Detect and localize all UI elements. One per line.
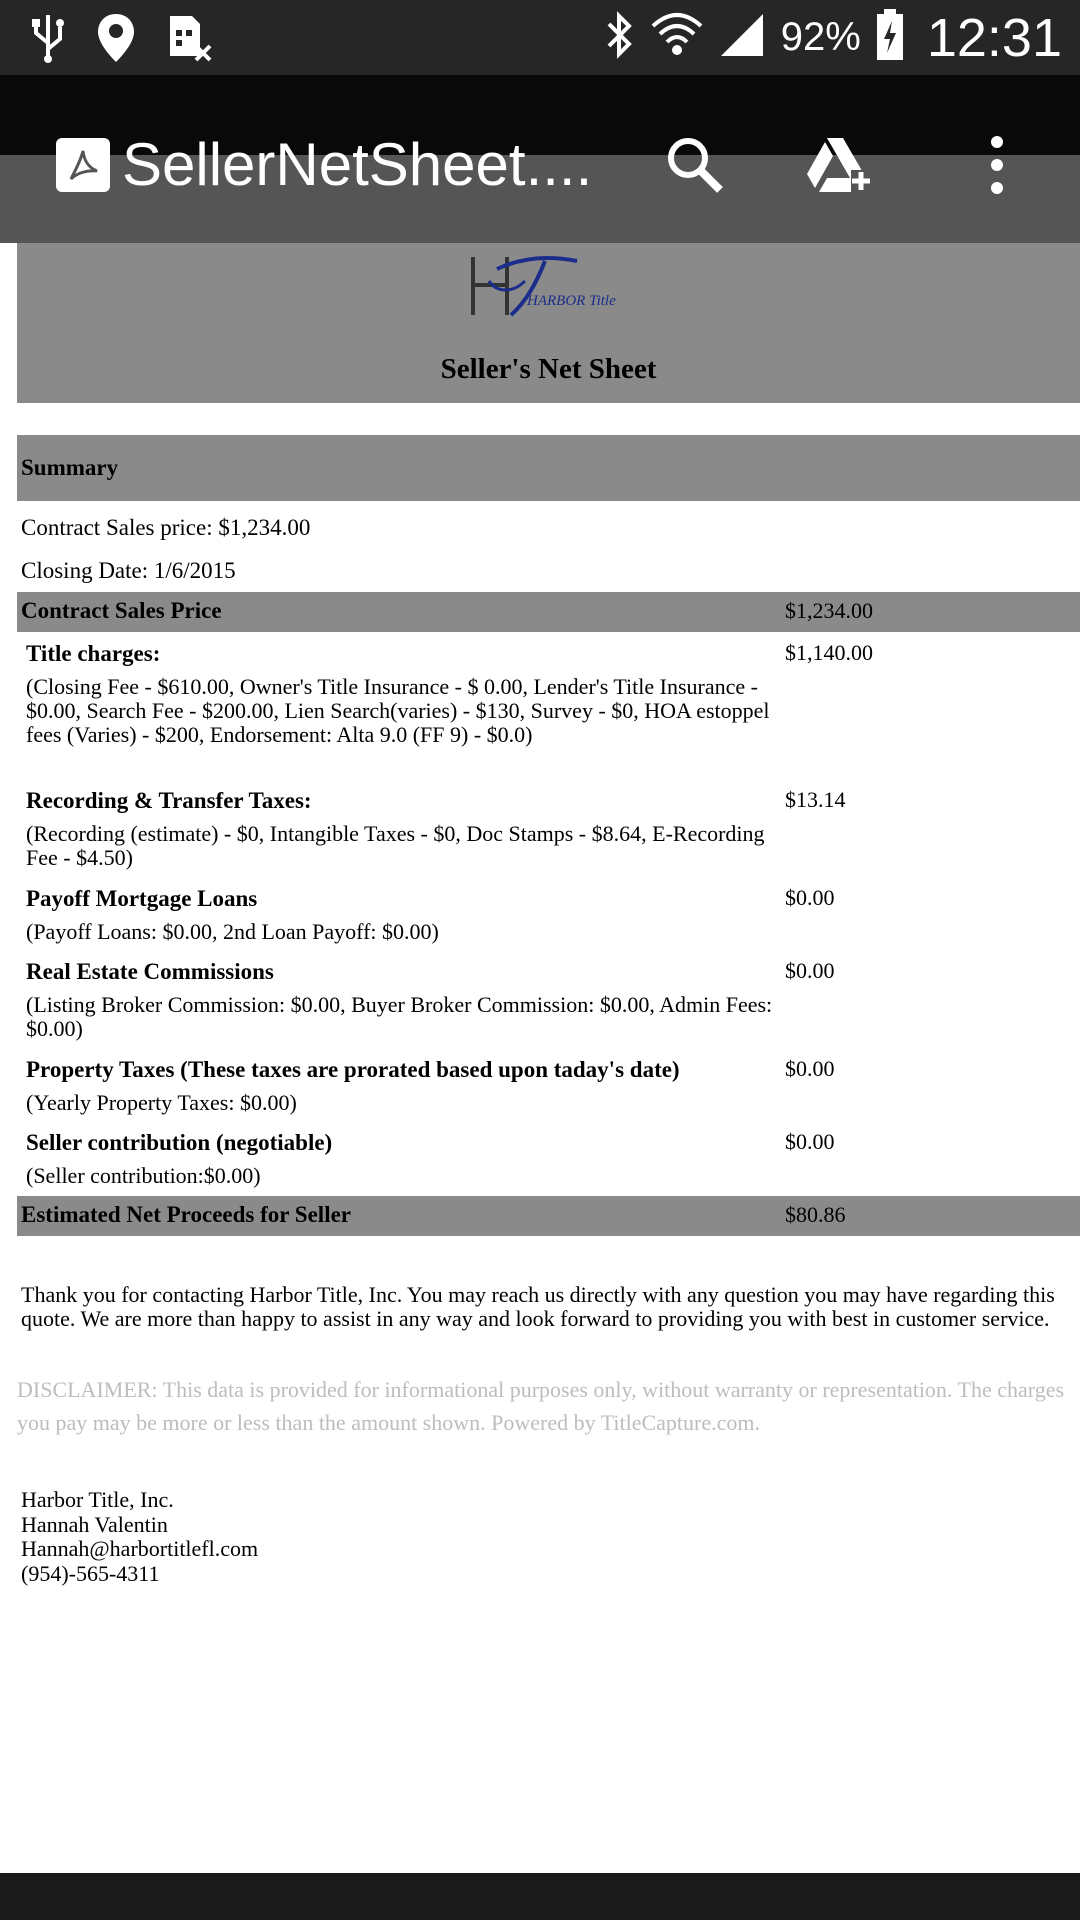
item-detail: (Listing Broker Commission: $0.00, Buyer Broker Commission: $0.00, Admin Fees: $0.00) — [26, 992, 773, 1041]
commissions-amount: $0.00 — [785, 958, 835, 983]
navigation-bar — [0, 1873, 1080, 1920]
contract-sales-label: Contract Sales Price — [21, 598, 222, 623]
commissions-item — [26, 959, 786, 1041]
recording-transfer-amount: $13.14 — [785, 787, 846, 812]
clock: 12:31 — [926, 7, 1062, 68]
item-heading: Recording & Transfer Taxes: — [26, 788, 312, 813]
app-toolbar — [0, 75, 1080, 243]
battery-charging-icon — [875, 9, 905, 66]
item-heading: Payoff Mortgage Loans — [26, 886, 258, 911]
item-heading: Seller contribution (negotiable) — [26, 1130, 333, 1155]
contract-sales-row — [17, 592, 1080, 632]
summary-header — [17, 435, 1080, 501]
document-title: SellerNetSheet.... — [122, 131, 593, 198]
document-header — [17, 243, 1080, 403]
item-detail: (Seller contribution:$0.00) — [26, 1163, 261, 1188]
payoff-mortgage-amount: $0.00 — [785, 885, 835, 910]
item-detail: (Yearly Property Taxes: $0.00) — [26, 1090, 297, 1115]
net-proceeds-label: Estimated Net Proceeds for Seller — [21, 1202, 351, 1227]
thank-you-message: Thank you for contacting Harbor Title, Inc. You may reach us directly with any question you may have regarding this quote. We are more than happy to assist in any way and look forward to providing you with best in customer service. — [21, 1282, 1055, 1331]
location-icon — [96, 12, 136, 69]
search-icon[interactable] — [660, 130, 730, 200]
wifi-icon — [651, 10, 703, 65]
closing-date-line: Closing Date: 1/6/2015 — [21, 558, 236, 583]
pdf-document[interactable] — [17, 243, 1080, 1586]
status-right — [603, 0, 1062, 75]
contact-company: Harbor Title, Inc. — [21, 1487, 174, 1512]
item-detail: (Payoff Loans: $0.00, 2nd Loan Payoff: $0.00) — [26, 919, 439, 944]
title-charges-item — [26, 641, 786, 747]
property-taxes-amount: $0.00 — [785, 1056, 835, 1081]
no-sim-icon — [166, 12, 212, 69]
signal-icon — [717, 10, 767, 65]
property-taxes-item — [26, 1057, 766, 1115]
seller-contribution-amount: $0.00 — [785, 1129, 835, 1154]
summary-label: Summary — [21, 455, 119, 480]
sheet-title: Seller's Net Sheet — [440, 353, 657, 385]
item-heading: Title charges: — [26, 641, 161, 666]
item-detail: (Closing Fee - $610.00, Owner's Title Insurance - $ 0.00, Lender's Title Insurance - $0.00, Search Fee - $200.00, Lien Search(varies) - $130, Survey - $0, HOA estoppel fees (Varies) - $200, Endorsement: Alta 9.0 (FF 9) - $0.0) — [26, 674, 770, 747]
net-proceeds-row — [17, 1196, 1080, 1236]
bluetooth-icon — [603, 10, 637, 65]
harbor-title-logo — [467, 251, 667, 321]
item-heading: Property Taxes (These taxes are prorated based upon taday's date) — [26, 1057, 680, 1082]
pdf-file-icon — [56, 138, 110, 192]
item-heading: Real Estate Commissions — [26, 959, 274, 984]
contact-block — [21, 1488, 258, 1586]
battery-percent: 92% — [780, 15, 861, 59]
payoff-mortgage-item — [26, 886, 786, 944]
drive-add-icon[interactable] — [803, 130, 873, 200]
toolbar-title-group[interactable] — [56, 130, 592, 199]
usb-icon — [30, 13, 66, 68]
contract-sales-line: Contract Sales price: $1,234.00 — [21, 515, 311, 540]
contact-phone[interactable]: (954)-565-4311 — [21, 1560, 160, 1586]
contact-email[interactable]: Hannah@harbortitlefl.com — [21, 1536, 259, 1561]
title-charges-amount: $1,140.00 — [785, 640, 873, 665]
contract-sales-amount: $1,234.00 — [785, 598, 873, 623]
contact-name: Hannah Valentin — [21, 1511, 168, 1537]
logo-text: HARBOR Title — [527, 293, 616, 309]
overflow-menu-icon[interactable] — [962, 130, 1032, 200]
status-bar — [0, 0, 1080, 75]
disclaimer: DISCLAIMER: This data is provided for informational purposes only, without warranty or representation. The charges you pay may be more or less than the amount shown. Powered by TitleCapture.com. — [17, 1377, 1065, 1435]
item-detail: (Recording (estimate) - $0, Intangible Taxes - $0, Doc Stamps - $8.64, E-Recording Fee - $4.50) — [26, 821, 765, 870]
seller-contribution-item — [26, 1130, 786, 1188]
net-proceeds-amount: $80.86 — [785, 1202, 846, 1227]
status-left-icons — [30, 12, 212, 69]
recording-transfer-item — [26, 788, 786, 870]
